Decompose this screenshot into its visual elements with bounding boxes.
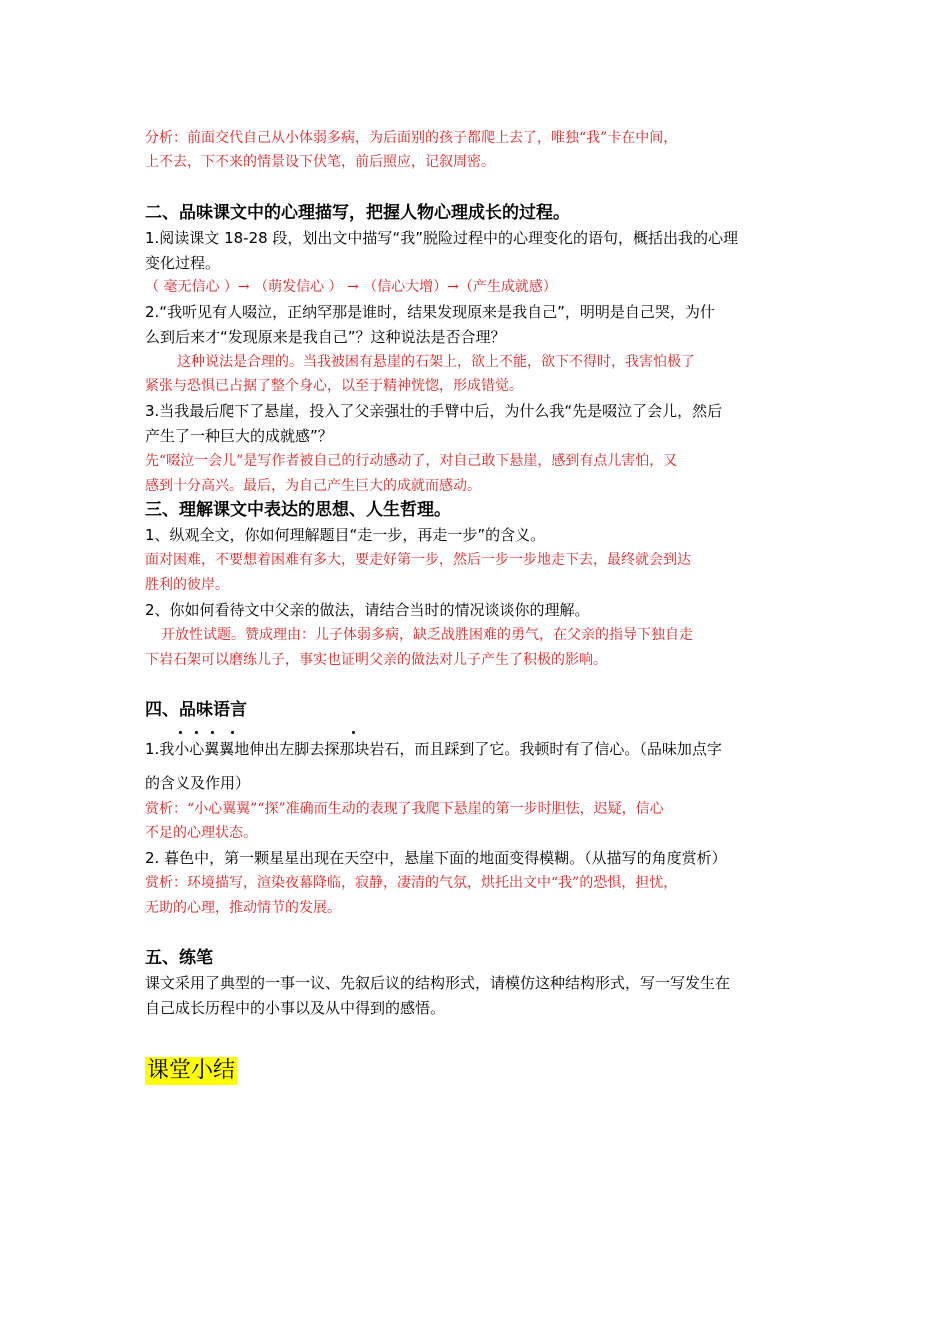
section5-heading: 五、练笔 (145, 948, 213, 968)
s2-a3-line-2: 感到十分高兴。最后，为自己产生巨大的成就而感动。 (145, 478, 481, 494)
emphasis-dot (195, 731, 198, 734)
s2-q1-line-2: 变化过程。 (145, 254, 221, 272)
s4-q1-line-1: 1.我小心翼翼地伸出左脚去探那块岩石，而且踩到了它。我顿时有了信心。（品味加点字 (145, 740, 722, 758)
s2-q2-line-1: 2.“我听见有人啜泣，正纳罕那是谁时，结果发现原来是我自己”，明明是自己哭，为什 (145, 303, 715, 321)
emphasis-dot (352, 731, 355, 734)
s5-line-2: 自己成长历程中的小事以及从中得到的感悟。 (145, 999, 446, 1017)
s4-a1-line-2: 不足的心理状态。 (145, 825, 257, 841)
s3-a2-line-2: 下岩石架可以磨练儿子，事实也证明父亲的做法对儿子产生了积极的影响。 (145, 652, 607, 668)
s3-q1: 1、纵观全文，你如何理解题目“走一步，再走一步”的含义。 (145, 526, 546, 544)
s4-q2: 2. 暮色中，第一颗星星出现在天空中，悬崖下面的地面变得模糊。（从描写的角度赏析） (145, 849, 727, 867)
emphasis-dot (179, 731, 182, 734)
s3-a1-line-1: 面对困难，不要想着困难有多大，要走好第一步，然后一步一步地走下去，最终就会到达 (145, 552, 691, 568)
s2-q3-line-2: 产生了一种巨大的成就感”？ (145, 427, 333, 445)
s2-q2-line-2: 么到后来才“发现原来是我自己”？这种说法是否合理？ (145, 328, 506, 346)
emphasis-dot (231, 731, 234, 734)
s4-a1-line-1: 赏析：“小心翼翼”“探”准确而生动的表现了我爬下悬崖的第一步时胆怯，迟疑，信心 (145, 801, 664, 817)
s3-a2-line-1: 开放性试题。赞成理由：儿子体弱多病，缺乏战胜困难的勇气，在父亲的指导下独自走 (161, 627, 693, 643)
s4-a2-line-1: 赏析：环境描写，渲染夜幕降临，寂静，凄清的气氛，烘托出文中“我”的恐惧，担忧， (145, 875, 678, 891)
section3-heading: 三、理解课文中表达的思想、人生哲理。 (145, 500, 451, 520)
class-summary-heading: 课堂小结 (147, 1058, 236, 1083)
section4-heading: 四、品味语言 (145, 700, 247, 720)
s2-a2-line-1: 这种说法是合理的。当我被困有悬崖的石架上，欲上不能，欲下不得时，我害怕极了 (177, 354, 695, 370)
section2-heading: 二、品味课文中的心理描写，把握人物心理成长的过程。 (145, 203, 570, 223)
s2-q1-line-1: 1.阅读课文 18-28 段，划出文中描写“我”脱险过程中的心理变化的语句，概括出我的心理 (145, 229, 738, 247)
s5-line-1: 课文采用了典型的一事一议、先叙后议的结构形式，请模仿这种结构形式，写一写发生在 (145, 974, 731, 992)
s4-q1-line-2: 的含义及作用） (145, 774, 251, 792)
s3-a1-line-2: 胜利的彼岸。 (145, 577, 229, 593)
s4-a2-line-2: 无助的心理，推动情节的发展。 (145, 900, 341, 916)
s2-a2-line-2: 紧张与恐惧已占据了整个身心，以至于精神恍惚，形成错觉。 (145, 378, 523, 394)
s2-a3-line-1: 先“啜泣一会儿”是写作者被自己的行动感动了，对自己敢下悬崖，感到有点儿害怕，又 (145, 453, 678, 469)
s3-q2: 2、你如何看待文中父亲的做法，请结合当时的情况谈谈你的理解。 (145, 601, 590, 619)
analysis-line-1: 分析：前面交代自己从小体弱多病，为后面别的孩子都爬上去了，唯独“我”卡在中间， (145, 130, 678, 146)
analysis-line-2: 上不去，下不来的情景设下伏笔，前后照应，记叙周密。 (145, 154, 495, 170)
s2-a1: （ 毫无信心 ）→ （萌发信心 ） → （信心大增）→（产生成就感） (145, 279, 557, 295)
s2-q3-line-1: 3.当我最后爬下了悬崖，投入了父亲强壮的手臂中后，为什么我“先是啜泣了会儿，然后 (145, 402, 723, 420)
emphasis-dot (211, 731, 214, 734)
